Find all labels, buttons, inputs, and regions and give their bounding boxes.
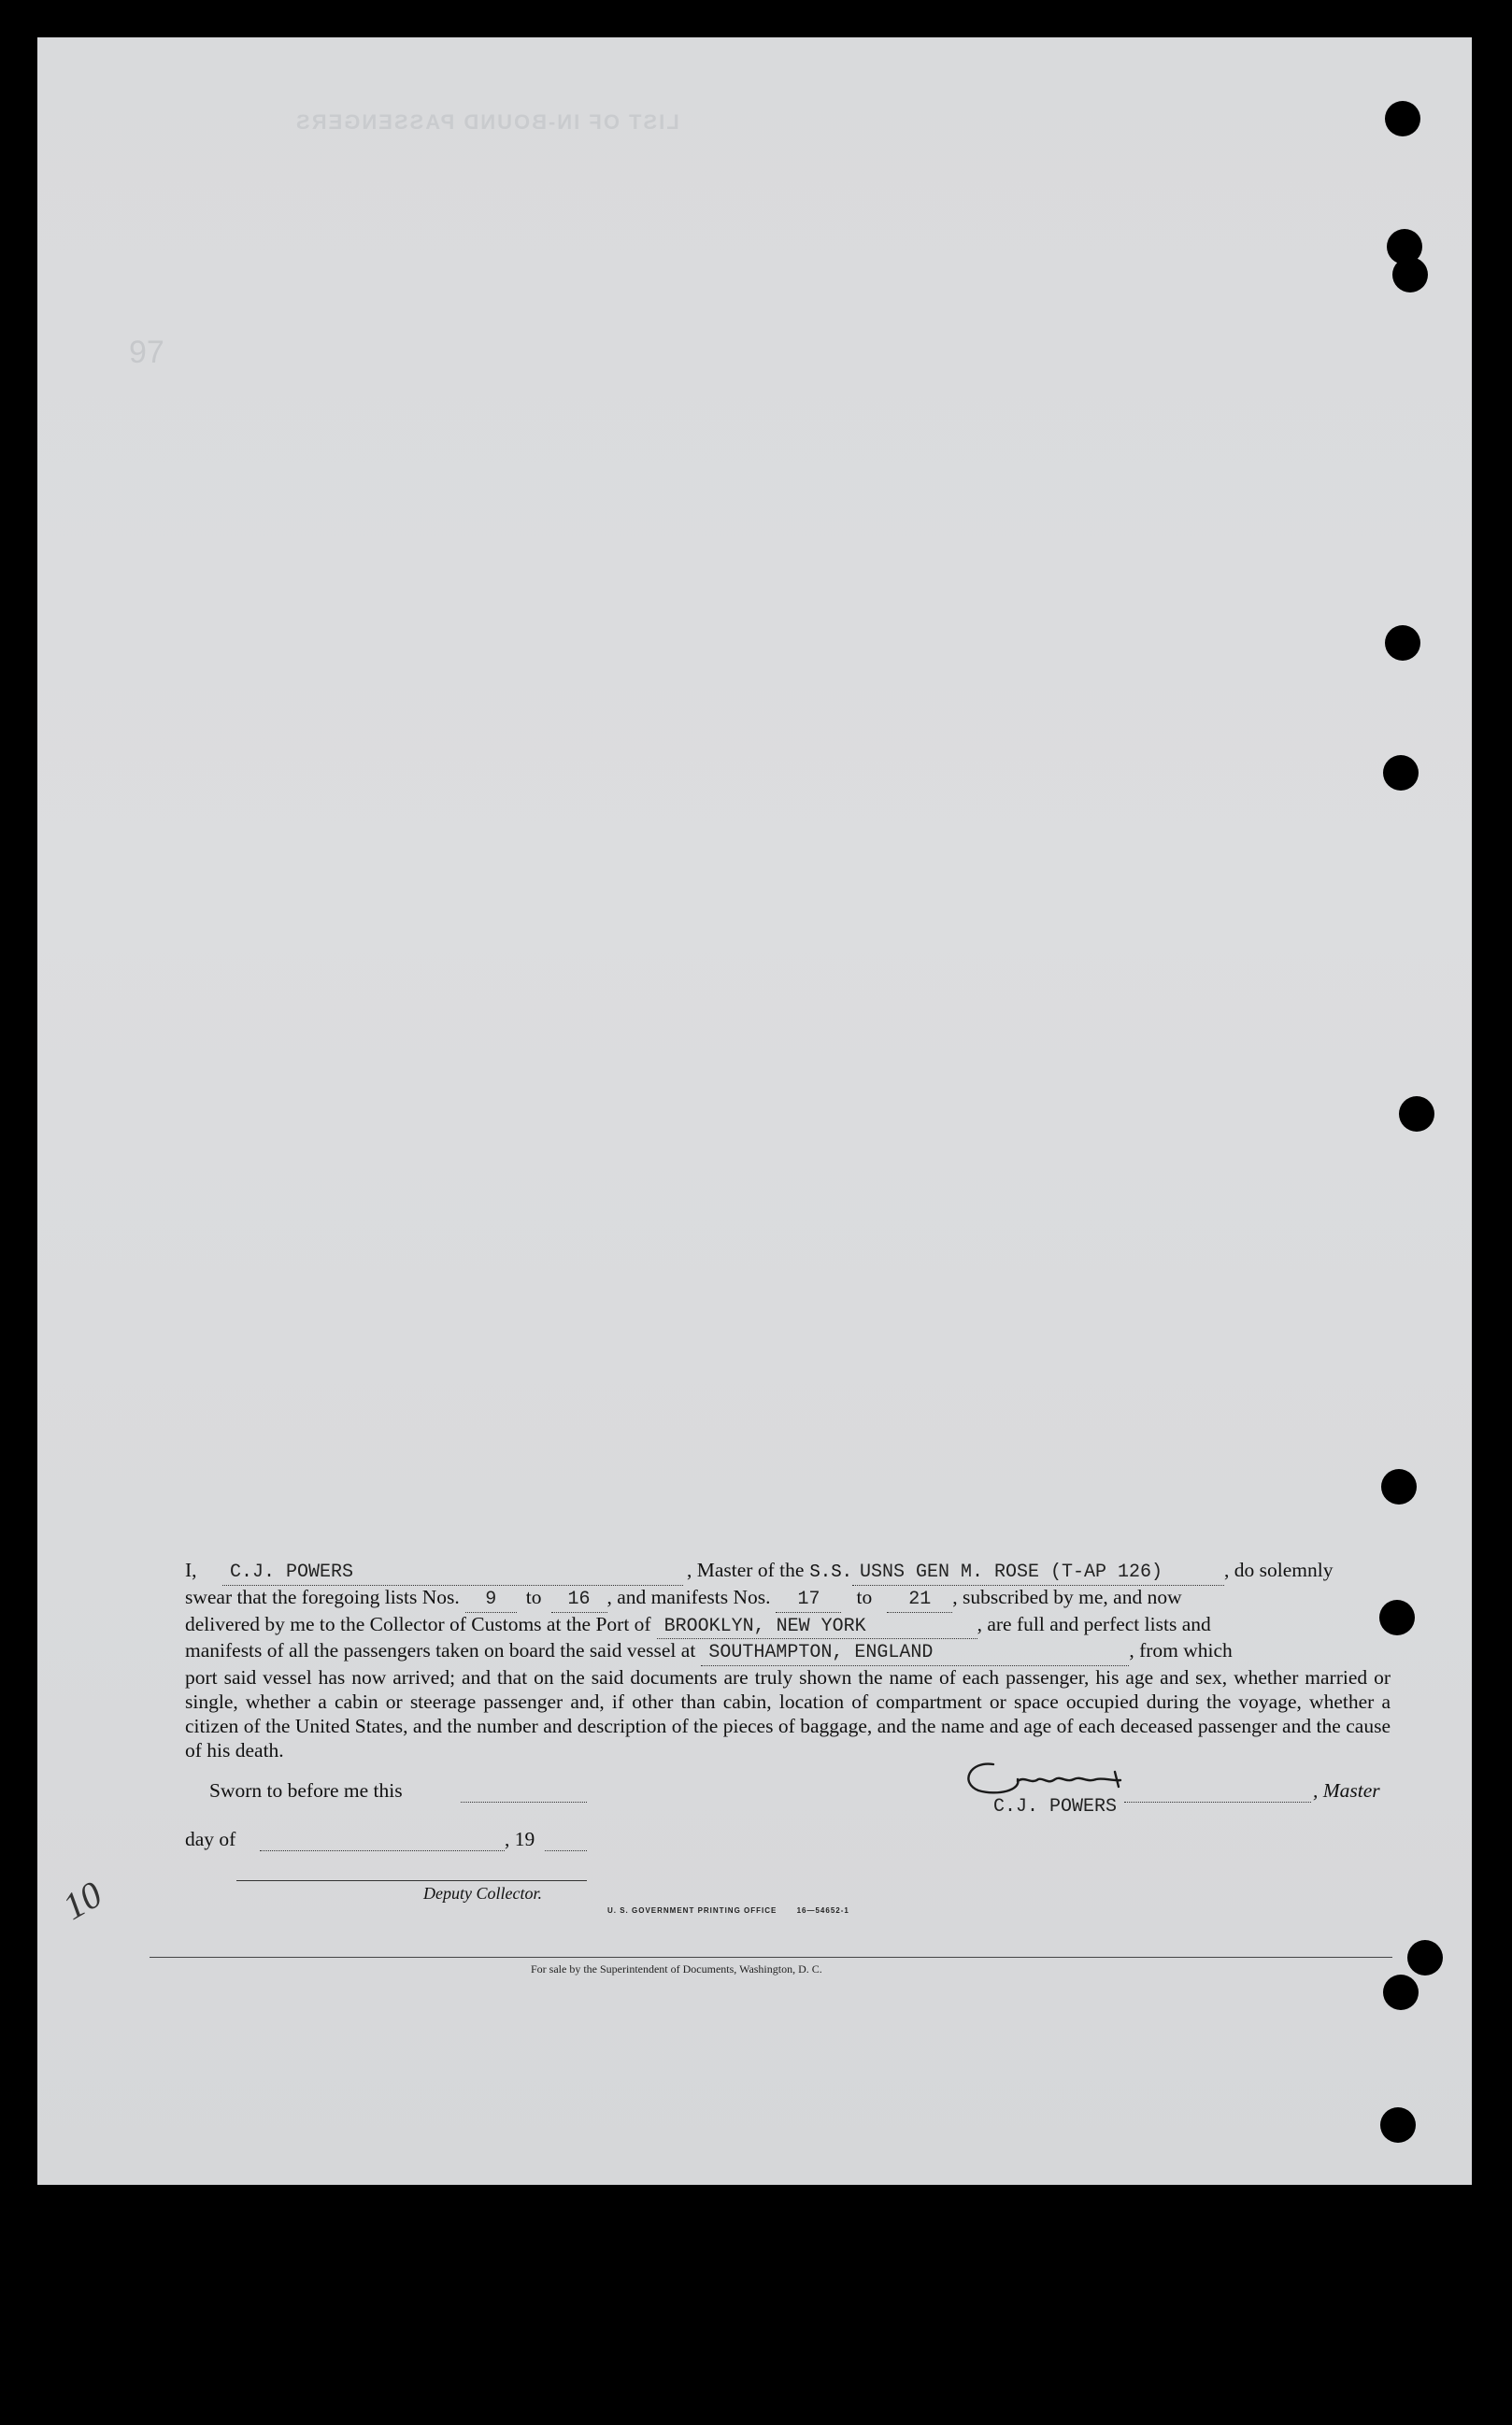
punch-hole-icon: [1381, 1469, 1417, 1505]
punch-hole-icon: [1407, 1940, 1443, 1976]
origin-port-field: SOUTHAMPTON, ENGLAND: [701, 1641, 1129, 1666]
punch-hole-icon: [1380, 2107, 1416, 2143]
oath-and-manifests: , and manifests Nos.: [606, 1585, 771, 1608]
oath-to-2: to: [856, 1585, 873, 1608]
vessel-name-field: USNS GEN M. ROSE (T-AP 126): [852, 1561, 1224, 1586]
oath-i: I,: [185, 1559, 197, 1581]
oath-do-solemnly: , do solemnly: [1224, 1559, 1334, 1581]
deputy-signature-line: [236, 1880, 587, 1881]
form-number: 16—54652-1: [796, 1906, 849, 1915]
oath-body-text: port said vessel has now arrived; and that on the said documents are truly shown the name of each passenger, his age and sex, whether married or single, whether a cabin or steerage passenger and, if other than cabin, location of compartment or space occupied during the voyage, whether a citizen of the United States, and the number and description of the pieces of baggage, and the name and age of each deceased passenger and the cause of his death.: [185, 1666, 1391, 1762]
punch-hole-icon: [1392, 257, 1428, 292]
printing-office-text: U. S. GOVERNMENT PRINTING OFFICE: [607, 1906, 777, 1915]
oath-swear-lists: swear that the foregoing lists Nos.: [185, 1585, 460, 1608]
manifest-from-field: 17: [776, 1588, 841, 1613]
sworn-label: Sworn to before me this: [209, 1779, 403, 1802]
oath-paragraph: [185, 1559, 1391, 1762]
ghost-header-text: LIST OF IN-BOUND PASSENGERS: [294, 110, 679, 134]
master-name-field: C.J. POWERS: [222, 1561, 683, 1586]
punch-hole-icon: [1385, 625, 1420, 661]
document-page: [37, 37, 1472, 2185]
oath-full-perfect: , are full and perfect lists and: [977, 1612, 1211, 1635]
punch-hole-icon: [1399, 1096, 1434, 1132]
oath-from-which: , from which: [1129, 1639, 1233, 1662]
day-of-line: [260, 1832, 505, 1851]
punch-hole-icon: [1385, 101, 1420, 136]
year-label: , 19: [505, 1828, 535, 1850]
deputy-collector-label: Deputy Collector.: [423, 1884, 542, 1903]
ss-mark: S.S.: [809, 1562, 852, 1582]
ghost-page-number: 97: [129, 335, 164, 370]
margin-note: 10: [55, 1873, 109, 1928]
year-line: [545, 1832, 587, 1851]
oath-master-of-the: , Master of the: [687, 1559, 805, 1581]
list-to-field: 16: [551, 1588, 607, 1613]
punch-hole-icon: [1379, 1600, 1415, 1635]
punch-hole-icon: [1383, 755, 1419, 791]
master-signature-line: [1124, 1783, 1311, 1803]
manifest-to-field: 21: [887, 1588, 952, 1613]
list-from-field: 9: [465, 1588, 517, 1613]
day-of-label: day of: [185, 1828, 236, 1850]
punch-hole-icon: [1383, 1975, 1419, 2010]
footer-rule: [150, 1957, 1392, 1958]
oath-subscribed: , subscribed by me, and now: [952, 1585, 1182, 1608]
port-field: BROOKLYN, NEW YORK: [657, 1615, 977, 1640]
oath-to-1: to: [525, 1585, 542, 1608]
signature-block: [185, 1772, 1391, 1906]
oath-manifests-all: manifests of all the passengers taken on board the said vessel at: [185, 1639, 696, 1662]
printing-office-line: [607, 1906, 849, 1915]
sworn-date-line: [461, 1783, 587, 1803]
oath-delivered: delivered by me to the Collector of Customs at the Port of: [185, 1612, 651, 1635]
master-label: , Master: [1313, 1779, 1380, 1802]
typed-master-name: C.J. POWERS: [993, 1796, 1118, 1818]
for-sale-note: For sale by the Superintendent of Documents, Washington, D. C.: [531, 1962, 822, 1976]
